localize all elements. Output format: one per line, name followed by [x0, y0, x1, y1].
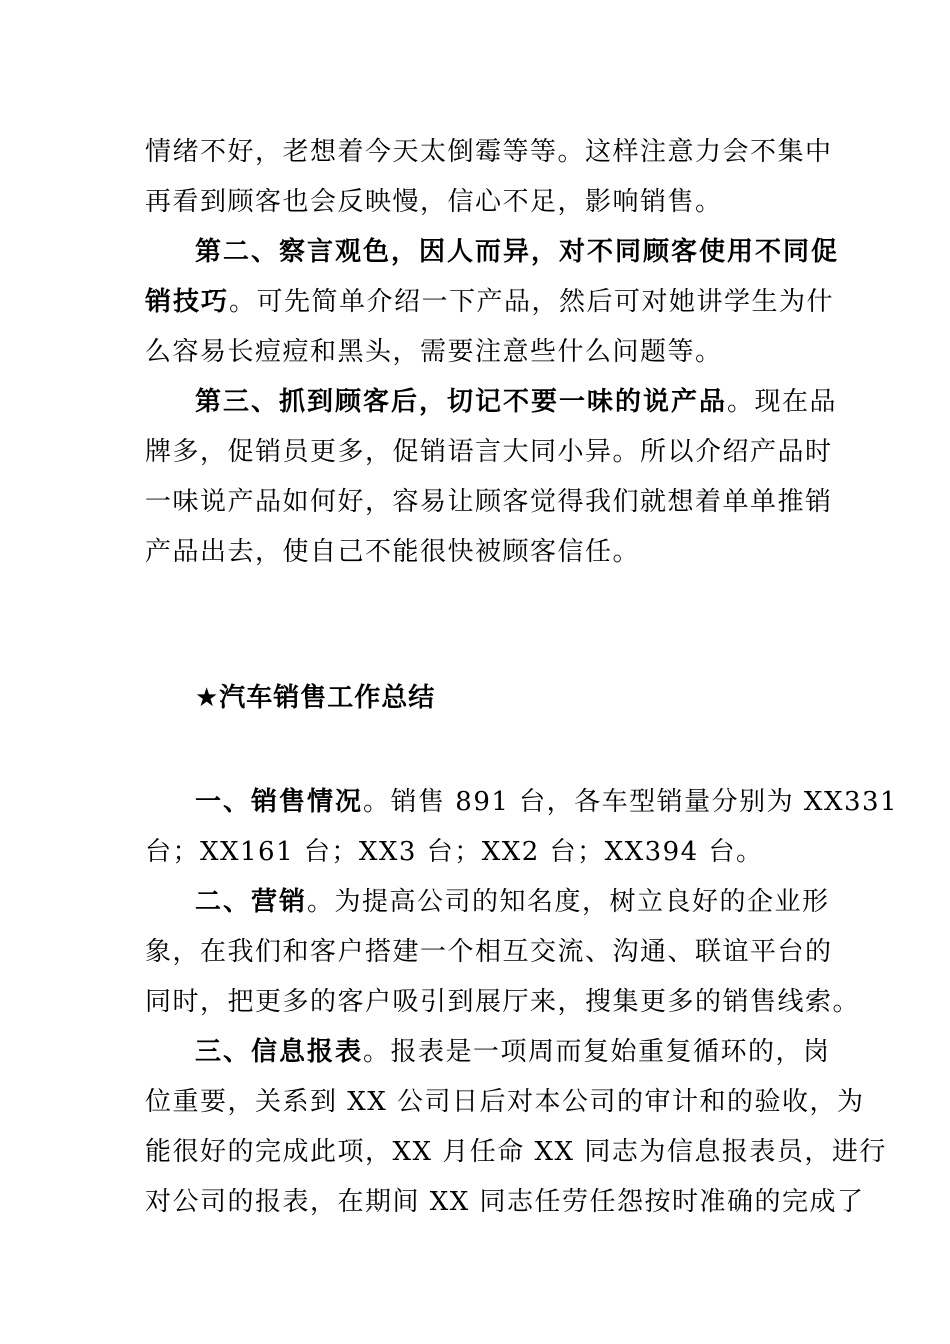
bold-heading: 二、营销 — [195, 887, 308, 917]
section-title: ★汽车销售工作总结 — [195, 683, 436, 713]
paragraph-line — [195, 385, 838, 419]
line-text: 位重要，关系到 XX 公司日后对本公司的审计和的验收，为 — [145, 1087, 865, 1117]
paragraph-line — [195, 235, 840, 269]
paragraph-line — [145, 185, 805, 219]
line-text: 能很好的完成此项，XX 月任命 XX 同志为信息报表员，进行 — [145, 1137, 887, 1167]
line-text: 象，在我们和客户搭建一个相互交流、沟通、联谊平台的 — [145, 937, 833, 967]
paragraph-line — [145, 935, 833, 969]
line-text: 台；XX161 台；XX3 台；XX2 台；XX394 台。 — [145, 837, 764, 867]
line-text: 。为提高公司的知名度，树立良好的企业形 — [307, 887, 830, 917]
line-text: 同时，把更多的客户吸引到展厅来，搜集更多的销售线索。 — [145, 987, 861, 1017]
paragraph-line — [145, 485, 833, 519]
paragraph-line — [145, 985, 861, 1019]
line-text: 牌多，促销员更多，促销语言大同小异。所以介绍产品时 — [145, 437, 833, 467]
bold-heading: 一、销售情况 — [195, 787, 364, 817]
line-text: 。可先简单介绍一下产品，然后可对她讲学生为什 — [229, 287, 835, 317]
line-text: 一味说产品如何好，容易让顾客觉得我们就想着单单推销 — [145, 487, 833, 517]
paragraph-line — [145, 1185, 865, 1219]
line-text: 产品出去，使自己不能很快被顾客信任。 — [145, 537, 641, 567]
paragraph-line — [145, 435, 833, 469]
bold-heading: 第三、抓到顾客后，切记不要一味的说产品 — [195, 387, 728, 417]
paragraph-line — [145, 535, 805, 569]
bold-heading: 销技巧 — [145, 287, 230, 317]
paragraph-line — [145, 1135, 887, 1169]
line-text: 。销售 891 台，各车型销量分别为 XX331 — [363, 787, 899, 817]
paragraph-line — [195, 1035, 831, 1069]
bold-heading: 第二、察言观色，因人而异，对不同顾客使用不同促 — [195, 237, 840, 267]
line-text: 对公司的报表，在期间 XX 同志任劳任怨按时准确的完成了 — [145, 1187, 865, 1217]
paragraph-line — [145, 1085, 865, 1119]
paragraph-line — [195, 885, 830, 919]
line-text: 情绪不好，老想着今天太倒霉等等。这样注意力会不集中 — [145, 137, 833, 167]
paragraph-line — [145, 335, 805, 369]
line-text: 么容易长痘痘和黑头，需要注意些什么问题等。 — [145, 337, 723, 367]
paragraph-line — [145, 835, 805, 869]
paragraph-line — [145, 135, 833, 169]
line-text: 。报表是一项周而复始重复循环的，岗 — [363, 1037, 831, 1067]
line-text: 再看到顾客也会反映慢，信心不足，影响销售。 — [145, 187, 723, 217]
paragraph-line — [195, 785, 899, 819]
line-text: 。现在品 — [727, 387, 838, 417]
paragraph-line — [145, 285, 835, 319]
bold-heading: 三、信息报表 — [195, 1037, 364, 1067]
